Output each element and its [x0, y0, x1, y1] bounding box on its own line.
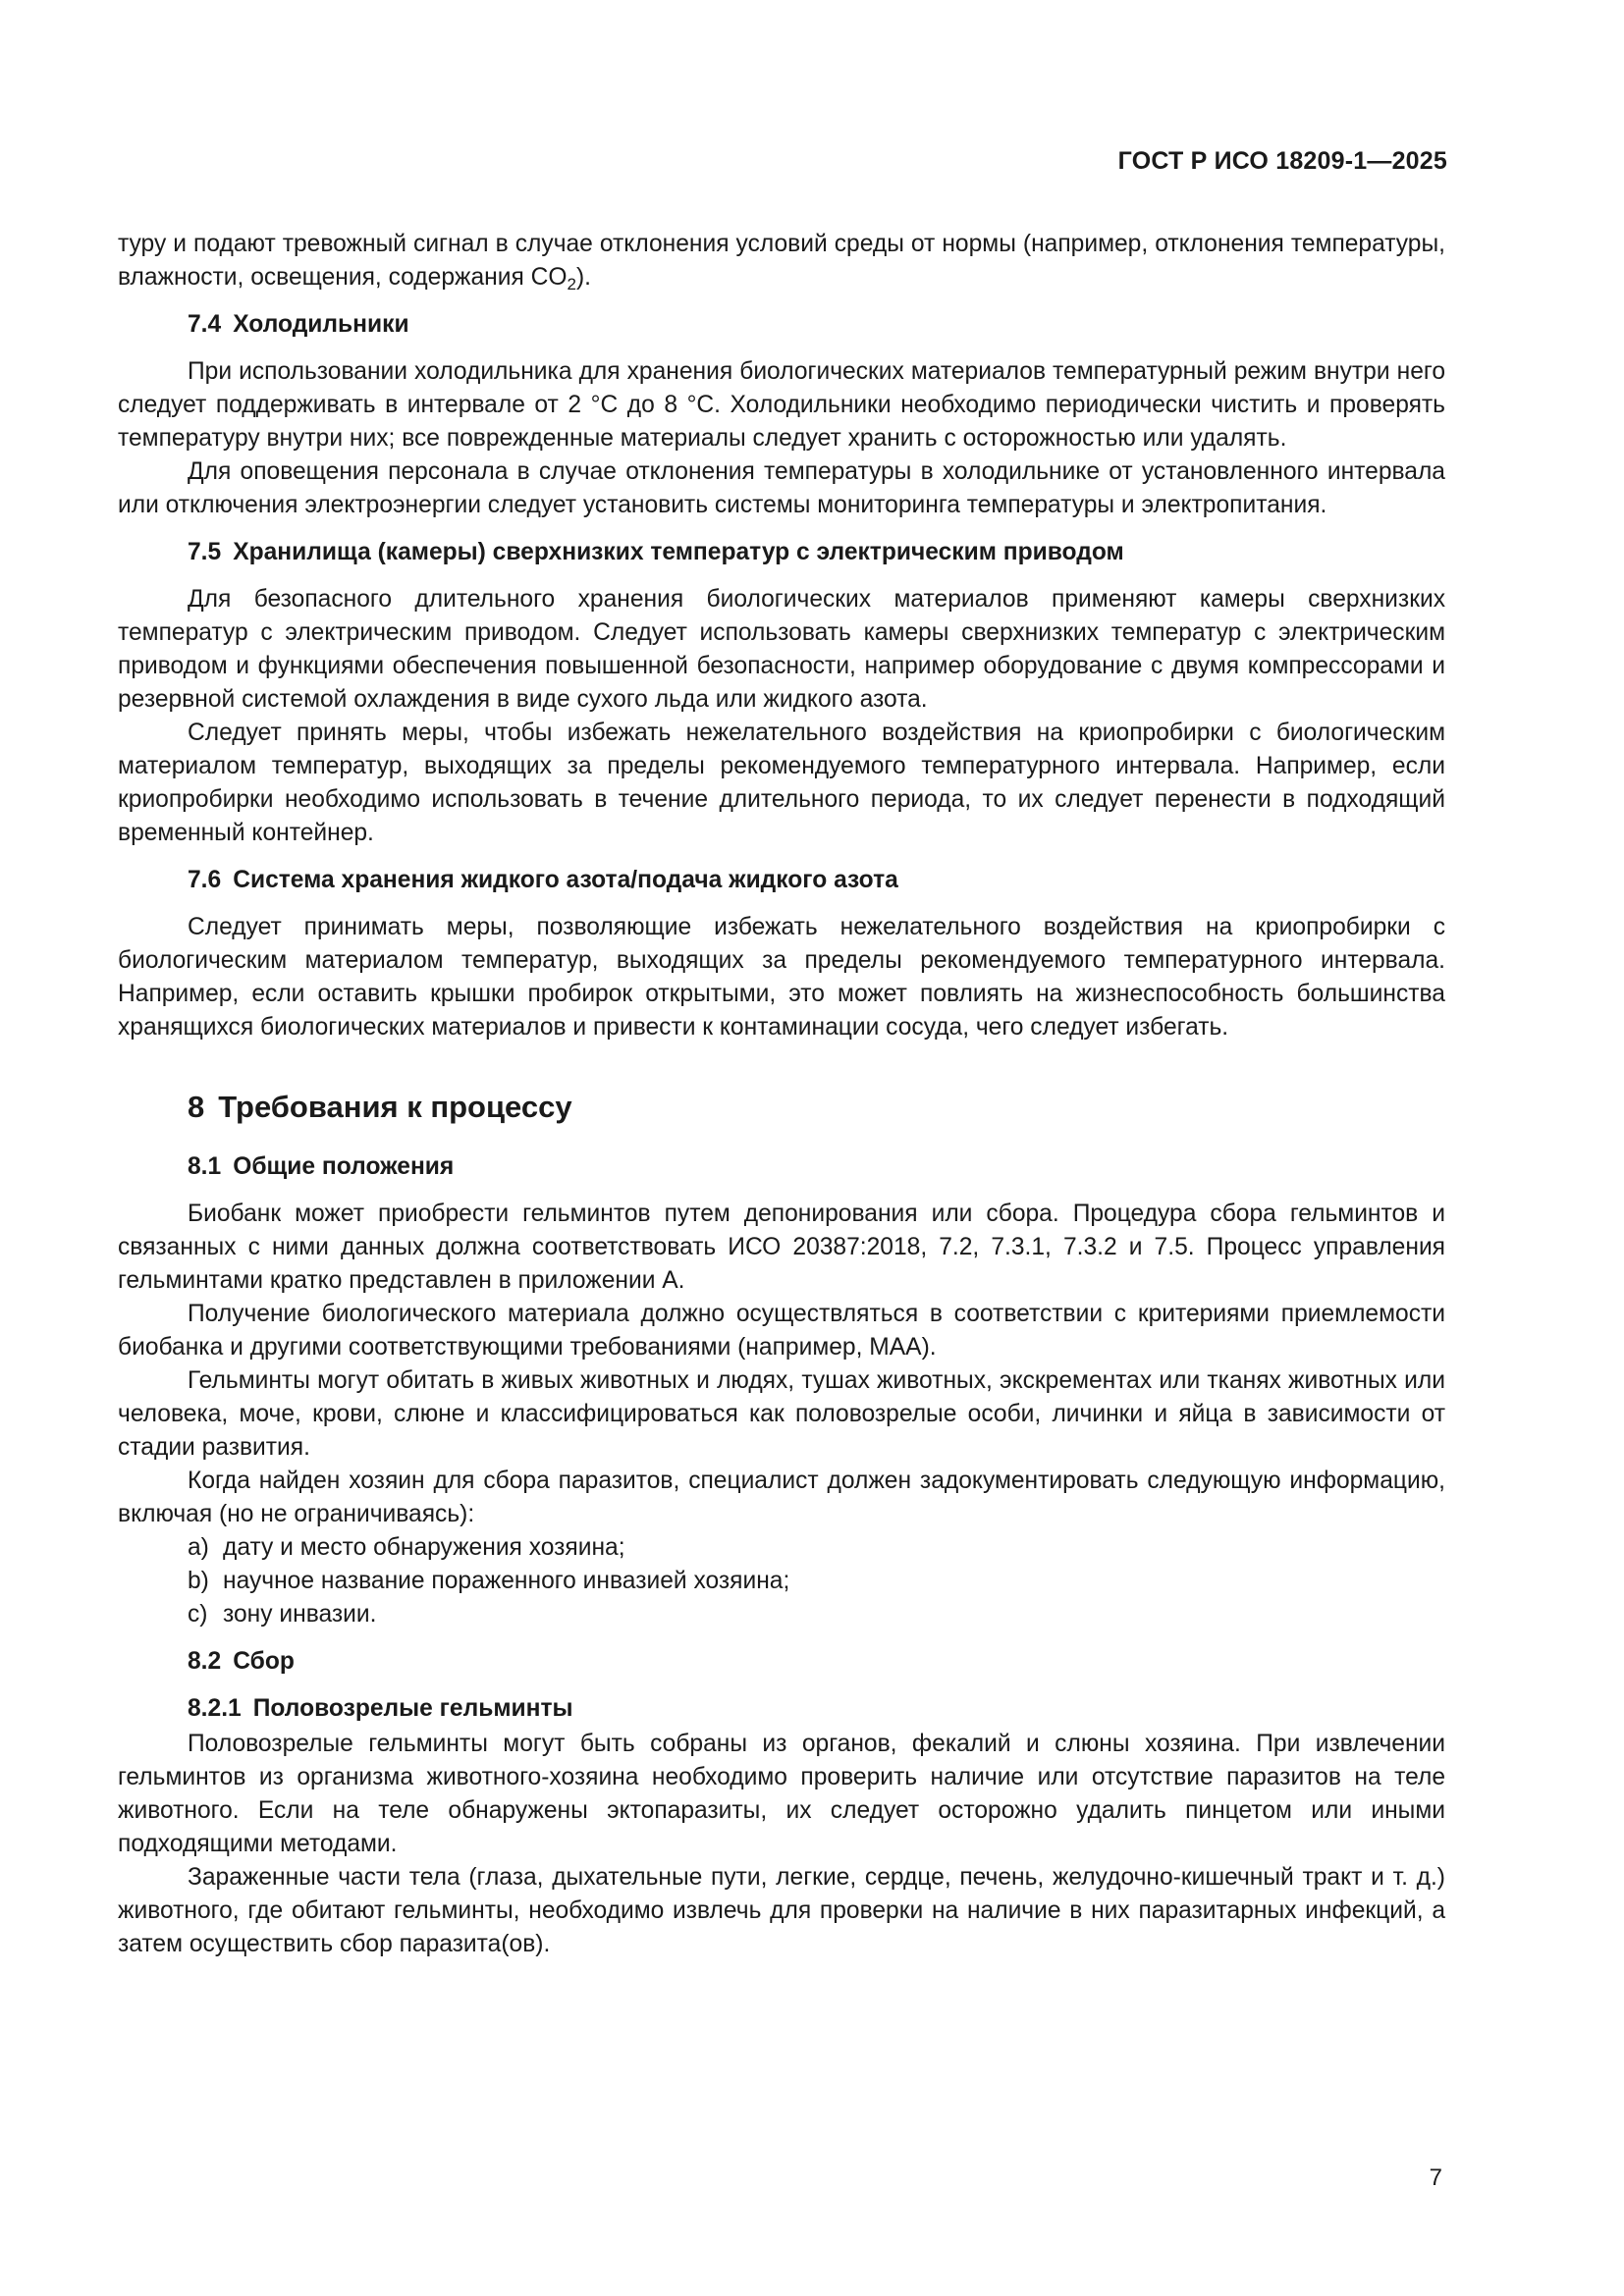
intro-paragraph	[118, 228, 1445, 294]
paragraph: Биобанк может приобрести гельминтов путем депонирования или сбора. Процедура сбора гельминтов и связанных с ними данных должна соответствовать ИСО 20387:2018, 7.2, 7.3.1, 7.3.2 и 7.5. Процесс управления гельминтами кратко представлен в приложении А.	[118, 1201, 1445, 1294]
section-title: Сбор	[233, 1648, 295, 1675]
section-7-4-heading	[188, 308, 1445, 342]
section-title: Требования к процессу	[218, 1090, 572, 1124]
section-8-heading	[188, 1088, 1445, 1127]
section-8-2-1-heading	[188, 1692, 1445, 1726]
section-7-6-heading	[188, 864, 1445, 897]
list-text: зону инвазии.	[223, 1601, 377, 1628]
co2-subscript: 2	[567, 275, 576, 294]
list-text: научное название пораженного инвазией хозяина;	[223, 1568, 790, 1594]
section-number: 8.2.1	[188, 1695, 242, 1722]
intro-text: туру и подают тревожный сигнал в случае отклонения условий среды от нормы (например, отклонения температуры, влажности, освещения, содержания CO	[118, 231, 1445, 291]
paragraph: Следует принимать меры, позволяющие избежать нежелательного воздействия на криопробирки с биологическим материалом температур, выходящих за пределы рекомендуемого температурного интервала. Например, если оставить крышки пробирок открытыми, это может повлиять на жизнеспособность большинства хранящихся биологических материалов и привести к контаминации сосуда, чего следует избегать.	[118, 914, 1445, 1041]
list-text: дату и место обнаружения хозяина;	[223, 1534, 625, 1561]
paragraph: Следует принять меры, чтобы избежать нежелательного воздействия на криопробирки с биологическим материалом температур, выходящих за пределы рекомендуемого температурного интервала. Например, если криопробирки необходимо использовать в течение длительного периода, то их следует перенести в подходящий временный контейнер.	[118, 720, 1445, 846]
list-item	[188, 1565, 1445, 1598]
paragraph: Для безопасного длительного хранения биологических материалов применяют камеры сверхнизких температур с электрическим приводом. Следует использовать камеры сверхнизких температур с электрическим приводом и функциями обеспечения повышенной безопасности, например оборудование с двумя компрессорами и резервной системой охлаждения в виде сухого льда или жидкого азота.	[118, 586, 1445, 713]
paragraph: При использовании холодильника для хранения биологических материалов температурный режим внутри него следует поддерживать в интервале от 2 °С до 8 °С. Холодильники необходимо периодически чистить и проверять температуру внутри них; все поврежденные материалы следует хранить с осторожностью или удалять.	[118, 358, 1445, 452]
list-marker: c)	[188, 1601, 208, 1628]
document-id-header: ГОСТ Р ИСО 18209-1—2025	[1117, 147, 1447, 175]
list-item	[188, 1531, 1445, 1565]
paragraph: Для оповещения персонала в случае отклонения температуры в холодильнике от установленного интервала или отключения электроэнергии следует установить системы мониторинга температуры и электропитания.	[118, 458, 1445, 518]
section-number: 7.6	[188, 867, 222, 893]
section-number: 7.5	[188, 539, 222, 565]
list-marker: b)	[188, 1568, 209, 1594]
section-7-5-heading	[188, 536, 1445, 569]
section-8-2-heading	[188, 1645, 1445, 1679]
section-title: Половозрелые гельминты	[252, 1695, 573, 1722]
section-number: 7.4	[188, 311, 222, 338]
page-content	[118, 228, 1445, 1961]
paragraph: Зараженные части тела (глаза, дыхательные пути, легкие, сердце, печень, желудочно-кишечный тракт и т. д.) животного, где обитают гельминты, необходимо извлечь для проверки на наличие в них паразитарных инфекций, а затем осуществить сбор паразита(ов).	[118, 1864, 1445, 1957]
section-title: Хранилища (камеры) сверхнизких температур с электрическим приводом	[233, 539, 1124, 565]
list-item	[188, 1598, 1445, 1631]
section-title: Холодильники	[233, 311, 409, 338]
section-number: 8	[188, 1090, 205, 1124]
section-8-1-heading	[188, 1150, 1445, 1184]
paragraph: Когда найден хозяин для сбора паразитов, специалист должен задокументировать следующую информацию, включая (но не ограничиваясь):	[118, 1468, 1445, 1527]
paragraph: Гельминты могут обитать в живых животных и людях, тушах животных, экскрементах или тканях животных или человека, моче, крови, слюне и классифицироваться как половозрелые особи, личинки и яйца в зависимости от стадии развития.	[118, 1367, 1445, 1461]
paragraph: Получение биологического материала должно осуществляться в соответствии с критериями приемлемости биобанка и другими соответствующими требованиями (например, МАА).	[118, 1301, 1445, 1361]
page-number: 7	[1429, 2164, 1442, 2191]
intro-tail: ).	[575, 264, 591, 291]
paragraph: Половозрелые гельминты могут быть собраны из органов, фекалий и слюны хозяина. При извлечении гельминтов из организма животного-хозяина необходимо проверить наличие или отсутствие паразитов на теле животного. Если на теле обнаружены эктопаразиты, их следует осторожно удалить пинцетом или иными подходящими методами.	[118, 1731, 1445, 1857]
section-title: Система хранения жидкого азота/подача жидкого азота	[233, 867, 898, 893]
list-marker: a)	[188, 1534, 209, 1561]
section-title: Общие положения	[233, 1153, 455, 1180]
section-number: 8.1	[188, 1153, 222, 1180]
section-number: 8.2	[188, 1648, 222, 1675]
